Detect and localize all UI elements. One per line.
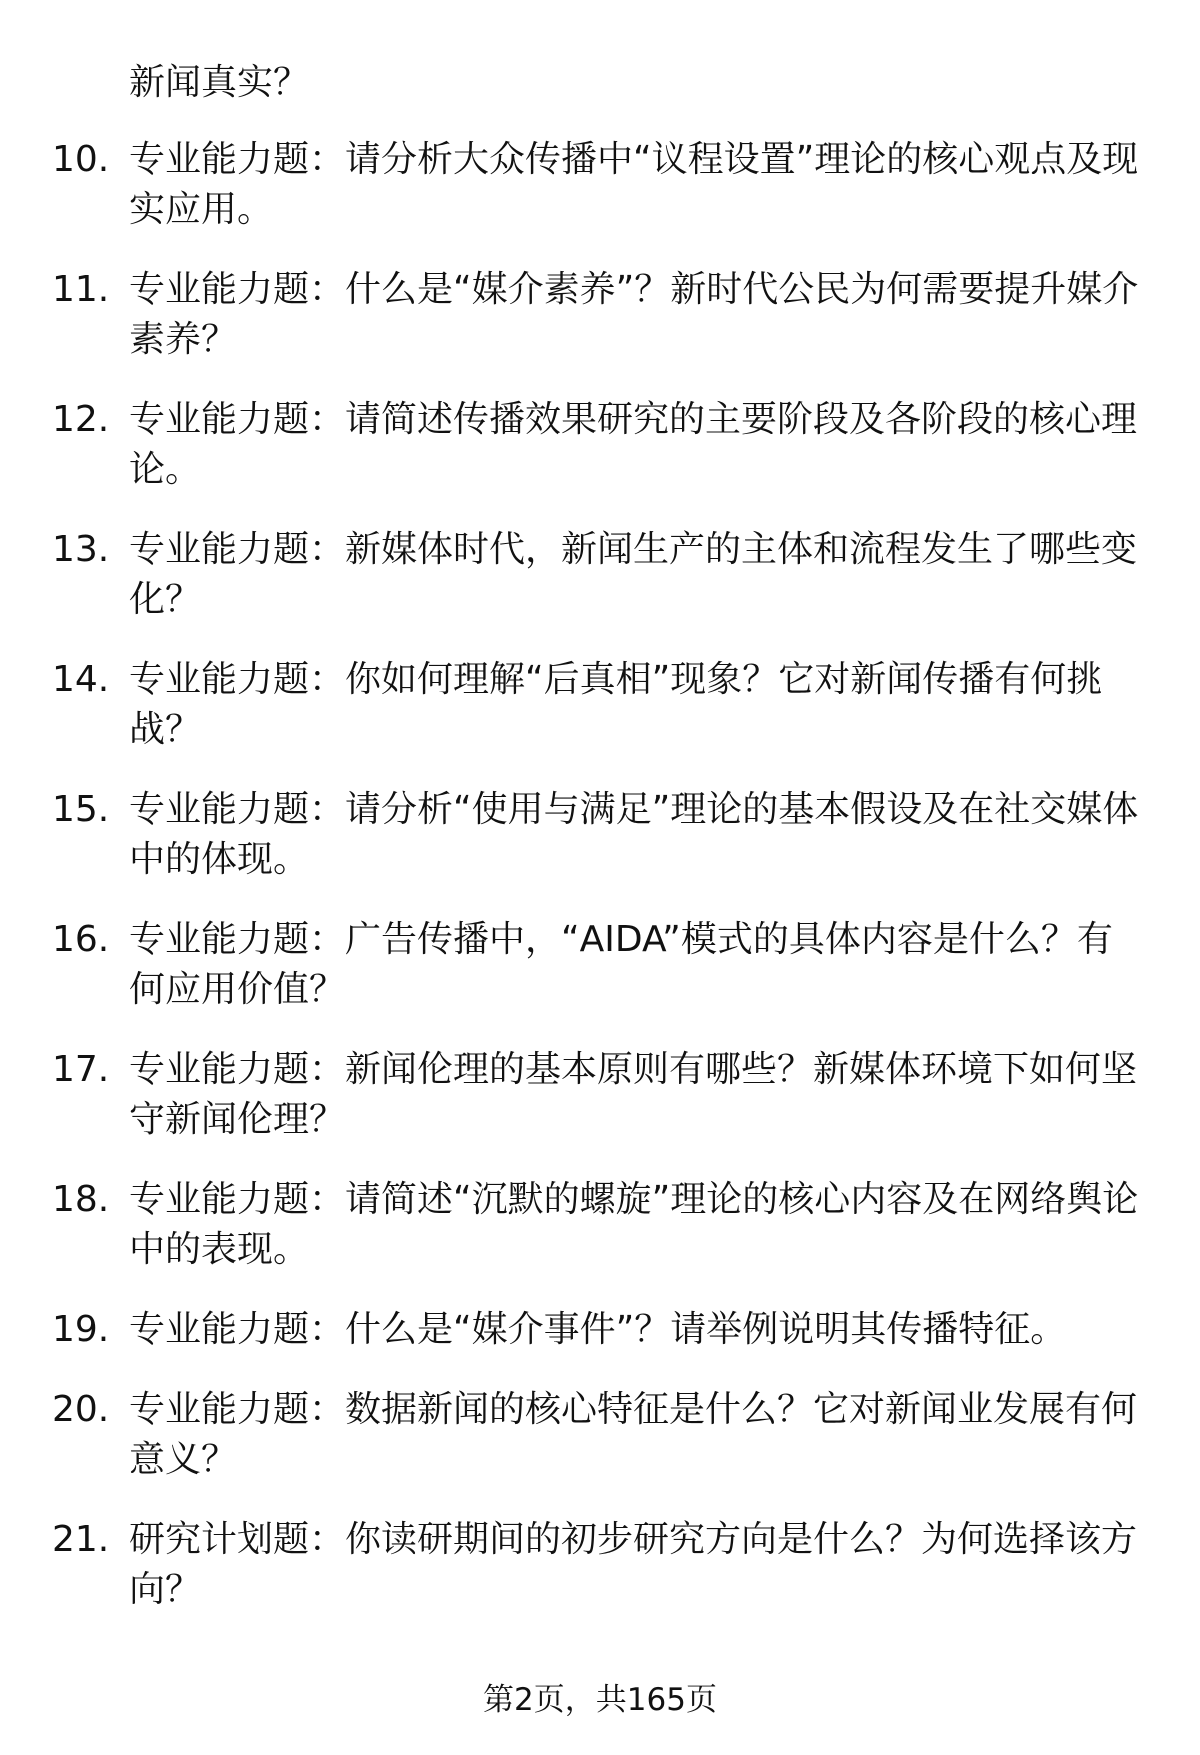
question-number: 12. <box>52 399 110 440</box>
question-text: 专业能力题：新闻伦理的基本原则有哪些？新媒体环境下如何坚守新闻伦理？ <box>129 1049 1138 1140</box>
question-item <box>52 1045 1152 1145</box>
question-number: 18. <box>52 1179 110 1220</box>
question-item <box>52 655 1152 755</box>
question-text: 专业能力题：请简述传播效果研究的主要阶段及各阶段的核心理论。 <box>129 399 1138 490</box>
question-item <box>52 1385 1152 1485</box>
question-item <box>52 785 1152 885</box>
question-number: 19. <box>52 1309 110 1350</box>
question-number: 15. <box>52 789 110 830</box>
question-text: 专业能力题：请分析“使用与满足”理论的基本假设及在社交媒体中的体现。 <box>129 789 1139 880</box>
question-text: 专业能力题：数据新闻的核心特征是什么？它对新闻业发展有何意义？ <box>129 1389 1138 1480</box>
question-item <box>52 1515 1152 1615</box>
question-text: 专业能力题：请分析大众传播中“议程设置”理论的核心观点及现实应用。 <box>129 139 1139 230</box>
question-continuation: 新闻真实？ <box>129 62 310 103</box>
question-text: 专业能力题：新媒体时代，新闻生产的主体和流程发生了哪些变化？ <box>129 529 1138 620</box>
question-item <box>52 135 1152 235</box>
question-number: 14. <box>52 659 110 700</box>
question-item <box>52 1305 1152 1355</box>
question-item <box>52 1175 1152 1275</box>
question-item <box>52 915 1152 1015</box>
question-text: 专业能力题：广告传播中，“AIDA”模式的具体内容是什么？有何应用价值？ <box>129 919 1113 1010</box>
page-footer: 第2页，共165页 <box>483 1682 717 1718</box>
question-item <box>52 525 1152 625</box>
question-item <box>52 265 1152 365</box>
question-number: 21. <box>52 1519 110 1560</box>
question-number: 17. <box>52 1049 110 1090</box>
question-text: 专业能力题：什么是“媒介事件”？请举例说明其传播特征。 <box>129 1309 1067 1350</box>
question-number: 13. <box>52 529 110 570</box>
question-item <box>52 395 1152 495</box>
question-number: 11. <box>52 269 110 310</box>
question-text: 专业能力题：什么是“媒介素养”？新时代公民为何需要提升媒介素养？ <box>129 269 1139 360</box>
question-text: 专业能力题：你如何理解“后真相”现象？它对新闻传播有何挑战？ <box>129 659 1103 750</box>
question-number: 16. <box>52 919 110 960</box>
question-number: 20. <box>52 1389 110 1430</box>
question-number: 10. <box>52 139 110 180</box>
question-text: 研究计划题：你读研期间的初步研究方向是什么？为何选择该方向？ <box>129 1519 1138 1610</box>
question-text: 专业能力题：请简述“沉默的螺旋”理论的核心内容及在网络舆论中的表现。 <box>129 1179 1139 1270</box>
